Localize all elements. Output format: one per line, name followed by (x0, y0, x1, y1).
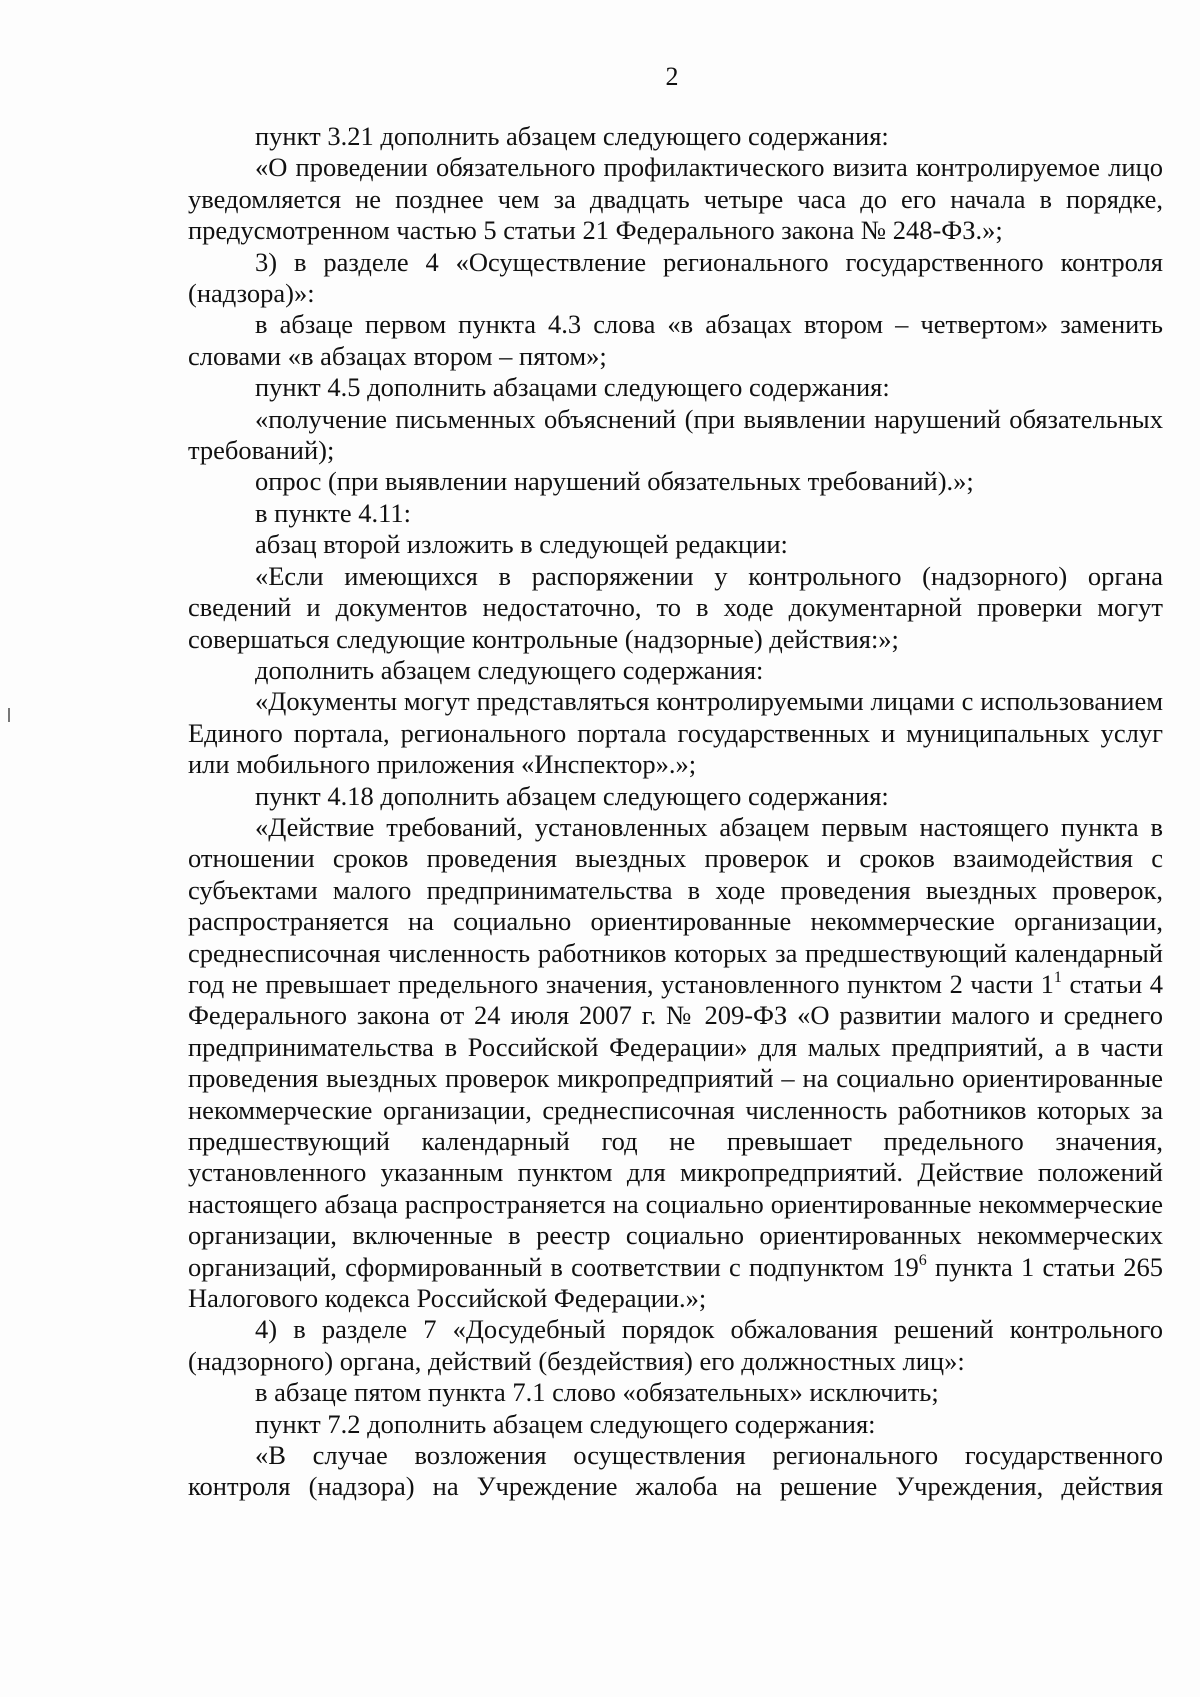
paragraph-8: в пункте 4.11: (255, 497, 411, 528)
paragraph-13: пункт 4.18 дополнить абзацем следующего содержания: (255, 780, 889, 811)
paragraph-15: 4) в разделе 7 «Досудебный порядок обжалования решений контрольного (надзорного) органа, действий (бездействия) его должностных лиц»: (188, 1314, 1163, 1376)
paragraph-18: «В случае возложения осуществления регионального государственного контроля (надзора) на Учреждение жалоба на решение Учреждения, действия (188, 1440, 1163, 1502)
paragraph-2: «О проведении обязательного профилактического визита контролируемое лицо уведомляется не позднее чем за двадцать четыре часа до его начала в порядке, предусмотренном частью 5 статьи 21 Федерального закона № 248-ФЗ.»; (188, 152, 1163, 246)
page-number: 2 (665, 62, 679, 91)
paragraph-7: опрос (при выявлении нарушений обязательных требований).»; (255, 466, 974, 497)
paragraph-9: абзац второй изложить в следующей редакции: (255, 529, 788, 560)
paragraph-12: «Документы могут представляться контролируемыми лицами с использованием Единого портала, регионального портала государственных и муниципальных услуг или мобильного приложения «Инспектор».»; (188, 686, 1163, 780)
p418-part2: статьи 4 Федерального закона от 24 июля 2007 г. № 209-ФЗ «О развитии малого и среднего предпринимательства в Российской Федерации» для малых предприятий, а в части проведения выездных проверок микропредприятий – на социально ориентированные некоммерческие организации, среднесписочная численность работников которых за предшествующий календарный год не превышает предельного значения, установленного указанным пунктом для микропредприятий. Действие положений настоящего абзаца распространяется на социально ориентированные некоммерческие организации, включенные в реестр социально ориентированных некоммерческих организаций, сформированный в соответствии с подпунктом 19 (188, 968, 1163, 1282)
paragraph-1: пункт 3.21 дополнить абзацем следующего содержания: (255, 121, 889, 151)
paragraph-16: в абзаце пятом пункта 7.1 слово «обязательных» исключить; (255, 1377, 939, 1408)
paragraph-11: дополнить абзацем следующего содержания: (255, 654, 764, 685)
paragraph-3: 3) в разделе 4 «Осуществление регионального государственного контроля (надзора)»: (188, 246, 1163, 309)
paragraph-5: пункт 4.5 дополнить абзацами следующего содержания: (255, 372, 890, 403)
p418-part1: «Действие требований, установленных абзацем первым настоящего пункта в отношении сроков проведения выездных проверок и сроков взаимодействия с субъектами малого предпринимательства в ходе проведения выездных проверок, распространяется на социально ориентированные некоммерческие организации, среднесписочная численность работников которых за предшествующий календарный год не превышает предельного значения, установленного пунктом 2 части 1 (188, 811, 1163, 999)
superscript-6: 6 (918, 1251, 927, 1269)
paragraph-4: в абзаце первом пункта 4.3 слова «в абзацах втором – четвертом» заменить словами «в абзацах втором – пятом»; (188, 309, 1163, 371)
paragraph-418-quote (188, 812, 1163, 1315)
paragraph-6: «получение письменных объяснений (при выявлении нарушений обязательных требований); (188, 403, 1163, 466)
document-body (188, 121, 1163, 1503)
margin-mark (8, 708, 10, 722)
p418-part3: пункта 1 статьи 265 Налогового кодекса Российской Федерации.»; (188, 1251, 1163, 1314)
paragraph-10: «Если имеющихся в распоряжении у контрольного (надзорного) органа сведений и документов недостаточно, то в ходе документарной проверки могут совершаться следующие контрольные (надзорные) действия:»; (188, 560, 1163, 654)
paragraph-17: пункт 7.2 дополнить абзацем следующего содержания: (255, 1408, 876, 1439)
superscript-1: 1 (1053, 968, 1062, 986)
